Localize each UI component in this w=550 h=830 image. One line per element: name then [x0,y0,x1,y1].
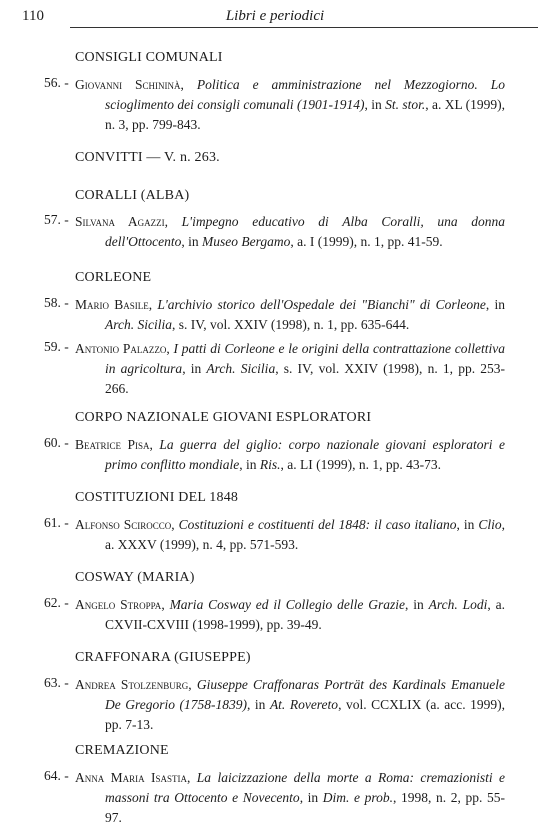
entry-title: Costituzioni e costituenti del 1848: il caso italiano [178,517,457,532]
entry-text: Giovanni Schininà, Politica e amministrazione nel Mezzogiorno. Lo scioglimento dei consigli comunali (1901-1914), in St. stor., a. XL (1999), n. 3, pp. 799-843. [75,77,505,132]
section-heading: CORPO NAZIONALE GIOVANI ESPLORATORI [75,410,372,425]
entry-text: Anna Maria Isastia, La laicizzazione della morte a Roma: cremazionisti e massoni tra Ottocento e Novecento, in Dim. e prob., 1998, n. 2, pp. 55-97. [75,770,505,825]
entry-number: 60. - [44,435,69,450]
entry-title: Maria Cosway ed il Collegio delle Grazie [169,597,406,612]
entry-journal: Arch. Lodi [428,597,488,612]
running-title: Libri e periodici [225,8,325,24]
entry-author: Beatrice Pisa [75,437,150,452]
entry-journal: Museo Bergamo [202,234,291,249]
entry-title: Politica e amministrazione nel Mezzogiorno. Lo scioglimento dei consigli comunali (1901-1914) [105,77,505,112]
entry-journal: Clio [478,517,502,532]
entry-text: Angelo Stroppa, Maria Cosway ed il Collegio delle Grazie, in Arch. Lodi, a. CXVII-CXVIII (1998-1999), pp. 39-49. [75,597,506,632]
header-rule [70,27,538,28]
entry-author: Angelo Stroppa [75,597,162,612]
entry-details: , a. XL (1999), n. 3, pp. 799-843. [105,97,505,132]
entry-text: Mario Basile, L'archivio storico dell'Ospedale dei "Bianchi" di Corleone, in Arch. Sicilia, s. IV, vol. XXIV (1998), n. 1, pp. 635-644. [75,297,505,332]
entry-author: Antonio Palazzo [75,341,167,356]
entry-title: La laicizzazione della morte a Roma: cremazionisti e massoni tra Ottocento e Novecento [105,770,505,805]
entry-title: I patti di Corleone e le origini della contrattazione collettiva in agricoltura [105,341,505,376]
entry-number: 56. - [44,75,69,90]
entry-journal: Arch. Sicilia [105,317,172,332]
section-heading: CONSIGLI COMUNALI [75,50,223,65]
entry-title: L'impegno educativo di Alba Coralli, una donna dell'Ottocento [105,214,505,249]
entry-author: Andrea Stolzenburg [75,677,189,692]
entry-details: , a. CXVII-CXVIII (1998-1999), pp. 39-49. [105,597,506,632]
entry-title: La guerra del giglio: corpo nazionale giovani esploratori e primo conflitto mondiale [105,437,506,472]
entry-details: , a. I (1999), n. 1, pp. 41-59. [290,234,443,249]
section-heading: COSTITUZIONI DEL 1848 [75,490,239,505]
entry-author: Alfonso Scirocco [75,517,172,532]
entry-details: , s. IV, vol. XXIV (1998), n. 1, pp. 635-644. [172,317,410,332]
entry-number: 64. - [44,768,69,783]
entry-text: Alfonso Scirocco, Costituzioni e costituenti del 1848: il caso italiano, in Clio, a. XXXV (1999), n. 4, pp. 571-593. [75,517,505,552]
entry-number: 57. - [44,212,69,227]
entry-title: L'archivio storico dell'Ospedale dei "Bianchi" di Corleone [157,297,486,312]
section-heading: CORALLI (ALBA) [75,188,190,203]
entry-number: 62. - [44,595,69,610]
entry-text: Beatrice Pisa, La guerra del giglio: corpo nazionale giovani esploratori e primo conflitto mondiale, in Ris., a. LI (1999), n. 1, pp. 43-73. [75,437,506,472]
entry-author: Silvana Agazzi [75,214,165,229]
entry-number: 59. - [44,339,69,354]
entry-journal: Dim. e prob. [322,790,394,805]
entry-journal: Ris. [259,457,281,472]
entry-details: , a. LI (1999), n. 1, pp. 43-73. [280,457,442,472]
section-heading: CONVITTI — V. n. 263. [75,150,220,165]
entry-journal: At. Rovereto [269,697,339,712]
entry-details: , s. IV, vol. XXIV (1998), n. 1, pp. 253-266. [105,361,505,396]
section-heading: CRAFFONARA (GIUSEPPE) [75,650,251,665]
entry-number: 61. - [44,515,69,530]
entry-details: , 1998, n. 2, pp. 55-97. [105,790,505,825]
entry-text: Silvana Agazzi, L'impegno educativo di Alba Coralli, una donna dell'Ottocento, in Museo Bergamo, a. I (1999), n. 1, pp. 41-59. [75,214,505,249]
entry-details: , a. XXXV (1999), n. 4, pp. 571-593. [105,517,505,552]
entry-journal: Arch. Sicilia [206,361,276,376]
entry-author: Mario Basile [75,297,149,312]
entry-author: Giovanni Schininà [75,77,181,92]
section-heading: CORLEONE [75,270,152,285]
page-header [0,0,550,40]
section-heading: COSWAY (MARIA) [75,570,195,585]
entry-journal: St. stor. [385,97,426,112]
entry-text: Antonio Palazzo, I patti di Corleone e le origini della contrattazione collettiva in agricoltura, in Arch. Sicilia, s. IV, vol. XXIV (1998), n. 1, pp. 253-266. [75,341,505,396]
entry-number: 63. - [44,675,69,690]
entry-author: Anna Maria Isastia [75,770,188,785]
entry-details: , vol. CCXLIX (a. acc. 1999), pp. 7-13. [105,697,505,732]
entry-text: Andrea Stolzenburg, Giuseppe Craffonaras Porträt des Kardinals Emanuele De Gregorio (1758-1839), in At. Rovereto, vol. CCXLIX (a. acc. 1999), pp. 7-13. [75,677,506,732]
entry-number: 58. - [44,295,69,310]
entry-title: Giuseppe Craffonaras Porträt des Kardinals Emanuele De Gregorio (1758-1839) [105,677,506,712]
page-number: 110 [22,8,44,24]
section-heading: CREMAZIONE [75,743,169,758]
